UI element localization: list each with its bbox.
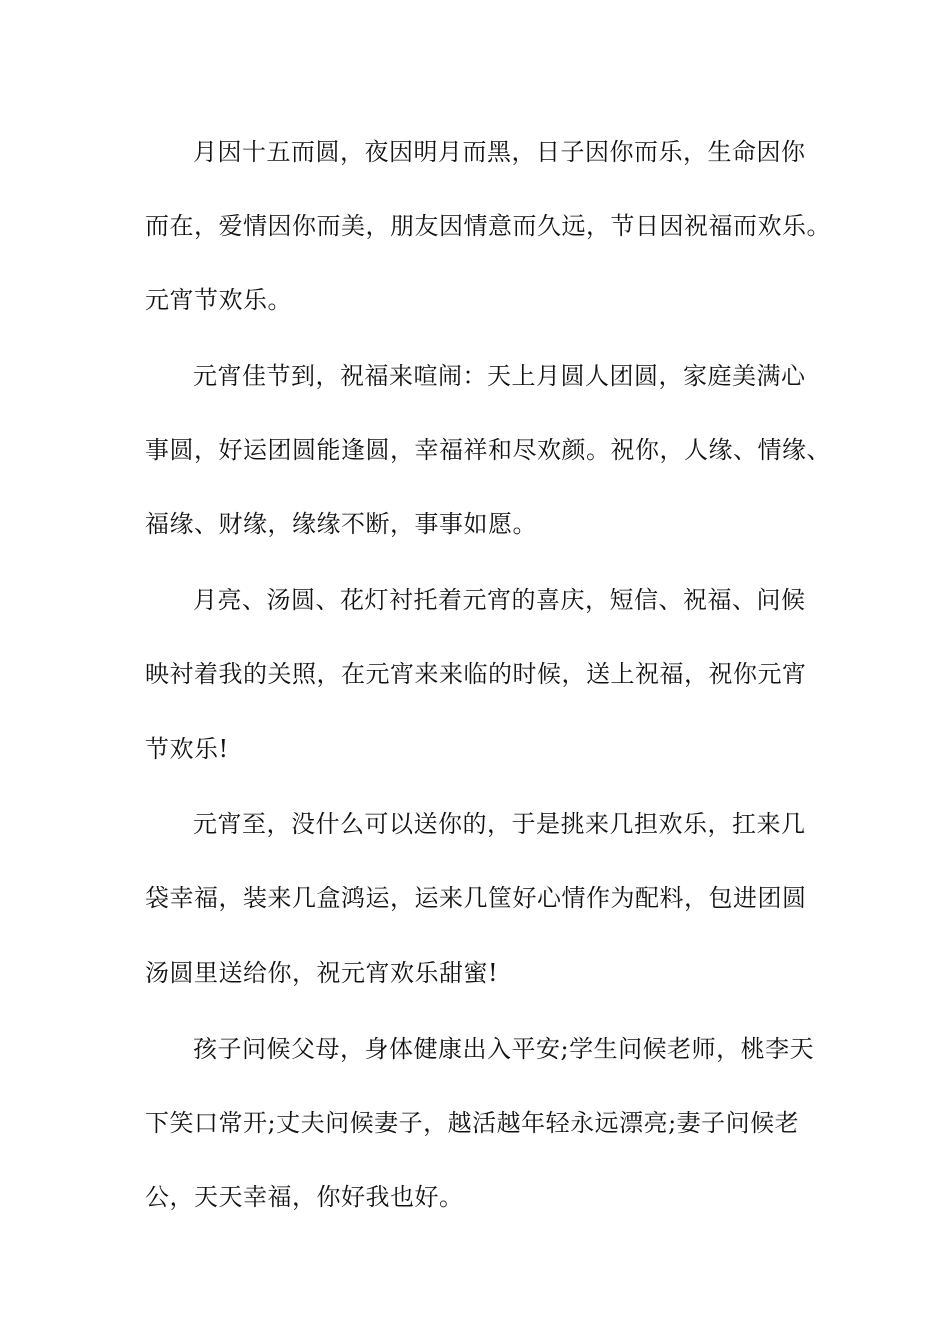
- paragraph-4-line-2: 袋幸福，装来几盒鸿运，运来几筐好心情作为配料，包进团圆: [145, 884, 807, 912]
- paragraph-5-line-3: 公，天天幸福，你好我也好。: [145, 1183, 464, 1211]
- paragraph-4-line-1: 元宵至，没什么可以送你的，于是挑来几担欢乐，扛来几: [193, 810, 806, 838]
- paragraph-1-line-2: 而在，爱情因你而美，朋友因情意而久远，节日因祝福而欢乐。: [145, 212, 831, 240]
- paragraph-3-line-1: 月亮、汤圆、花灯衬托着元宵的喜庆，短信、祝福、问候: [193, 586, 806, 614]
- paragraph-2-line-2: 事圆，好运团圆能逢圆，幸福祥和尽欢颜。祝你，人缘、情缘、: [145, 436, 831, 464]
- paragraph-3-line-3: 节欢乐!: [145, 735, 229, 763]
- paragraph-1-line-1: 月因十五而圆，夜因明月而黑，日子因你而乐，生命因你: [193, 138, 806, 166]
- paragraph-3-line-2: 映衬着我的关照，在元宵来来临的时候，送上祝福，祝你元宵: [145, 660, 807, 688]
- paragraph-5-line-1: 孩子问候父母，身体健康出入平安;学生问候老师，桃李天: [193, 1035, 815, 1063]
- paragraph-2-line-3: 福缘、财缘，缘缘不断，事事如愿。: [145, 510, 537, 538]
- paragraph-2-line-1: 元宵佳节到，祝福来喧闹：天上月圆人团圆，家庭美满心: [193, 362, 806, 390]
- paragraph-1-line-3: 元宵节欢乐。: [145, 286, 292, 314]
- paragraph-5-line-2: 下笑口常开;丈夫问候妻子，越活越年轻永远漂亮;妻子问候老: [145, 1109, 800, 1137]
- paragraph-4-line-3: 汤圆里送给你，祝元宵欢乐甜蜜!: [145, 959, 499, 987]
